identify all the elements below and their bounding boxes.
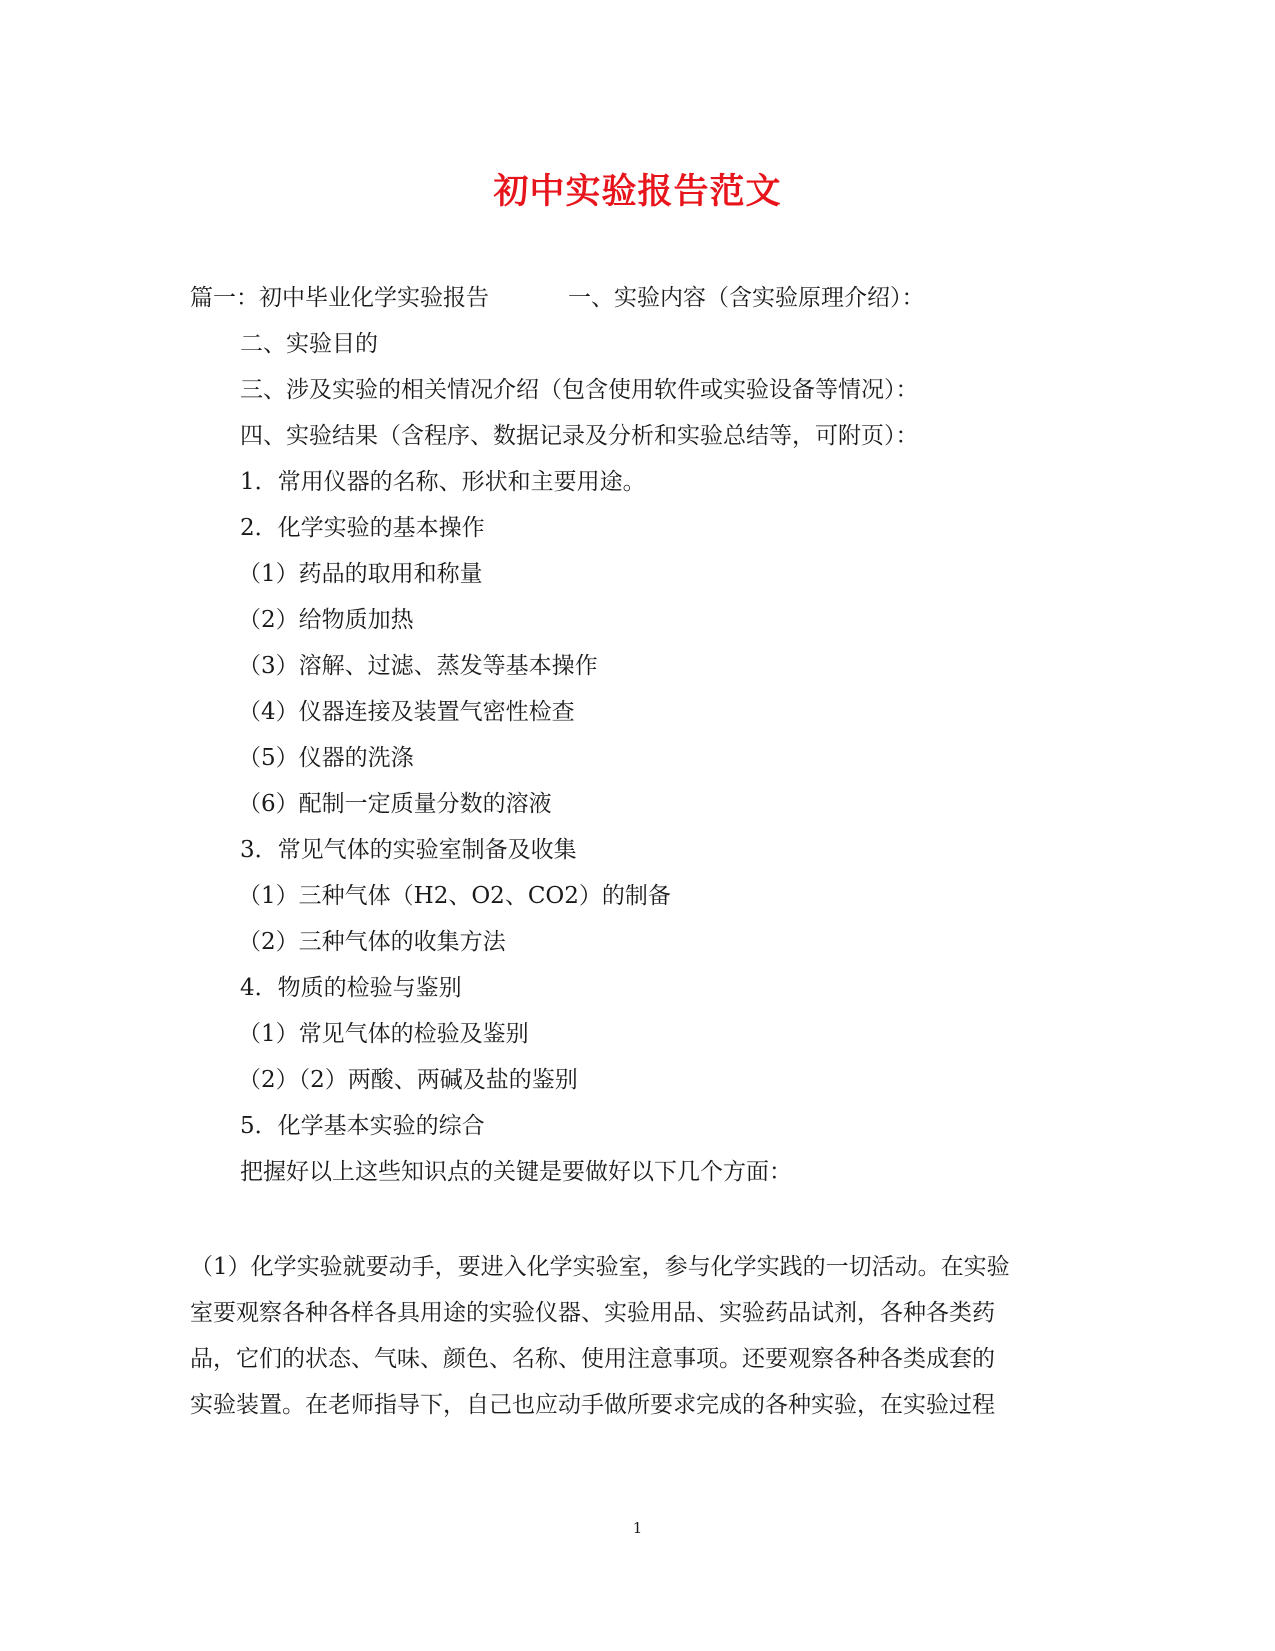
paragraph-line: 实验装置。在老师指导下，自己也应动手做所要求完成的各种实验，在实验过程 bbox=[190, 1392, 995, 1418]
list-item: 1．常用仪器的名称、形状和主要用途。 bbox=[240, 469, 646, 495]
paragraph-line: （1）化学实验就要动手，要进入化学实验室，参与化学实践的一切活动。在实验 bbox=[190, 1254, 1010, 1280]
list-subitem: （2）三种气体的收集方法 bbox=[238, 929, 506, 955]
section-heading: 篇一：初中毕业化学实验报告 bbox=[190, 285, 489, 311]
body-line: 二、实验目的 bbox=[240, 331, 378, 357]
section-subheading: 一、实验内容（含实验原理介绍）： bbox=[568, 285, 925, 311]
document-title: 初中实验报告范文 bbox=[493, 171, 782, 212]
list-subitem: （4）仪器连接及装置气密性检查 bbox=[238, 699, 575, 725]
list-item: 5．化学基本实验的综合 bbox=[240, 1113, 485, 1139]
list-subitem: （1）药品的取用和称量 bbox=[238, 561, 483, 587]
list-subitem: （5）仪器的洗涤 bbox=[238, 745, 414, 771]
list-subitem: （2）给物质加热 bbox=[238, 607, 414, 633]
list-subitem: （1）三种气体（H2、O2、CO2）的制备 bbox=[238, 883, 671, 909]
list-subitem: （6）配制一定质量分数的溶液 bbox=[238, 791, 552, 817]
list-item: 2．化学实验的基本操作 bbox=[240, 515, 485, 541]
list-subitem: （1）常见气体的检验及鉴别 bbox=[238, 1021, 529, 1047]
list-item: 4．物质的检验与鉴别 bbox=[240, 975, 462, 1001]
body-line: 三、涉及实验的相关情况介绍（包含使用软件或实验设备等情况）： bbox=[240, 377, 919, 403]
body-line: 四、实验结果（含程序、数据记录及分析和实验总结等，可附页）： bbox=[240, 423, 919, 449]
list-subitem: （3）溶解、过滤、蒸发等基本操作 bbox=[238, 653, 598, 679]
paragraph-line: 品，它们的状态、气味、颜色、名称、使用注意事项。还要观察各种各类成套的 bbox=[190, 1346, 995, 1372]
paragraph-line: 室要观察各种各样各具用途的实验仪器、实验用品、实验药品试剂，各种各类药 bbox=[190, 1300, 995, 1326]
body-line: 把握好以上这些知识点的关键是要做好以下几个方面： bbox=[240, 1159, 792, 1185]
page-number: 1 bbox=[632, 1519, 643, 1537]
list-item: 3．常见气体的实验室制备及收集 bbox=[240, 837, 577, 863]
list-subitem: （2）（2）两酸、两碱及盐的鉴别 bbox=[238, 1067, 578, 1093]
